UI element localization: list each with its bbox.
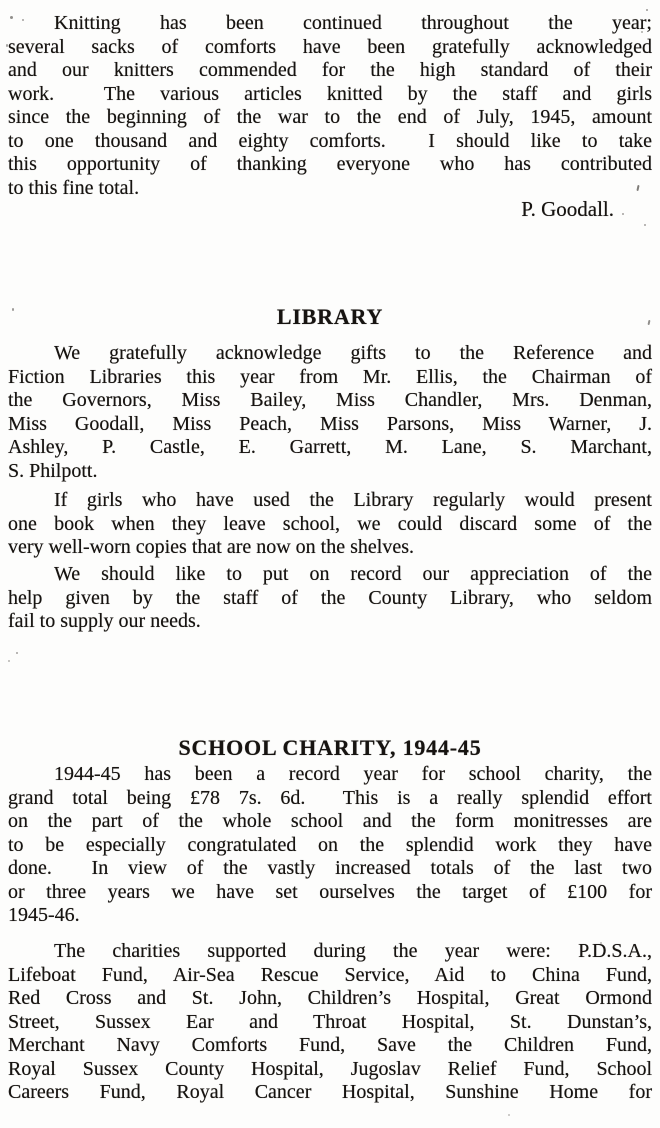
text-line: Merchant Navy Comforts Fund, Save the Children Fund, — [8, 1034, 652, 1056]
text-line: 1945-46. — [8, 904, 80, 926]
scan-speck — [600, 942, 602, 944]
charity-paragraph-1 — [8, 763, 652, 928]
text-line: Street, Sussex Ear and Throat Hospital, St. Dunstan’s, — [8, 1010, 652, 1033]
text-line: this opportunity of thanking everyone who has contributed — [8, 153, 652, 175]
text-line: one book when they leave school, we could discard some of the — [8, 512, 652, 535]
text-line: or three years we have set ourselves the target of £100 for — [8, 880, 652, 903]
school-charity-heading: SCHOOL CHARITY, 1944-45 — [178, 735, 482, 760]
text-line: work. The various articles knitted by the staff and girls — [8, 82, 652, 105]
text-line: since the beginning of the war to the end of July, 1945, amount — [8, 106, 652, 128]
scan-speck — [10, 16, 13, 19]
library-paragraph-3 — [8, 563, 652, 634]
charity-paragraph-2 — [8, 940, 652, 1105]
text-line: fail to supply our needs. — [8, 610, 201, 632]
scan-speck — [16, 652, 18, 654]
text-line: help given by the staff of the County Library, who seldom — [8, 586, 652, 609]
scan-speck — [644, 224, 646, 226]
text-line: Red Cross and St. John, Children’s Hospital, Great Ormond — [8, 987, 652, 1009]
scan-speck — [508, 1114, 510, 1116]
text-line: Fiction Libraries this year from Mr. Ellis, the Chairman of — [8, 365, 652, 388]
text-line: done. In view of the vastly increased totals of the last two — [8, 857, 652, 879]
text-line: If girls who have used the Library regularly would present — [54, 489, 652, 511]
library-heading: LIBRARY — [276, 304, 384, 329]
text-line: the Governors, Miss Bailey, Miss Chandler, Mrs. Denman, — [8, 389, 652, 411]
text-line: Miss Goodall, Miss Peach, Miss Parsons, Miss Warner, J. — [8, 412, 652, 435]
text-line: Careers Fund, Royal Cancer Hospital, Sunshine Home for — [8, 1081, 652, 1103]
text-line: on the part of the whole school and the form monitresses are — [8, 810, 652, 832]
knitting-paragraph — [8, 12, 652, 200]
library-paragraph-2 — [8, 489, 652, 560]
text-line: We gratefully acknowledge gifts to the Reference and — [54, 342, 652, 364]
text-line: 1944-45 has been a record year for school charity, the — [54, 763, 652, 785]
scan-speck — [22, 19, 24, 21]
scan-speck — [641, 31, 643, 33]
text-line: We should like to put on record our appreciation of the — [54, 563, 652, 585]
text-line: grand total being £78 7s. 6d. This is a really splendid effort — [8, 786, 652, 809]
text-line: several sacks of comforts have been gratefully acknowledged — [8, 35, 652, 58]
scan-speck — [6, 44, 8, 47]
text-line: Ashley, P. Castle, E. Garrett, M. Lane, S. Marchant, — [8, 436, 652, 458]
text-line: Lifeboat Fund, Air-Sea Rescue Service, Aid to China Fund, — [8, 963, 652, 986]
text-line: to one thousand and eighty comforts. I should like to take — [8, 129, 652, 152]
text-line: The charities supported during the year were: P.D.S.A., — [54, 940, 652, 962]
library-paragraph-1 — [8, 342, 652, 483]
text-line: Knitting has been continued throughout the year; — [54, 12, 652, 34]
signature: P. Goodall. — [521, 197, 614, 221]
text-line: Royal Sussex County Hospital, Jugoslav Relief Fund, School — [8, 1057, 652, 1080]
scan-speck — [622, 213, 624, 215]
scan-speck — [8, 660, 10, 662]
scan-speck — [646, 9, 648, 11]
text-line: to be especially congratulated on the splendid work they have — [8, 833, 652, 856]
text-line: and our knitters commended for the high standard of their — [8, 59, 652, 81]
text-line: S. Philpott. — [8, 459, 98, 482]
scan-speck — [12, 308, 14, 311]
text-line: very well-worn copies that are now on the shelves. — [8, 536, 414, 558]
text-line: to this fine total. — [8, 176, 140, 199]
